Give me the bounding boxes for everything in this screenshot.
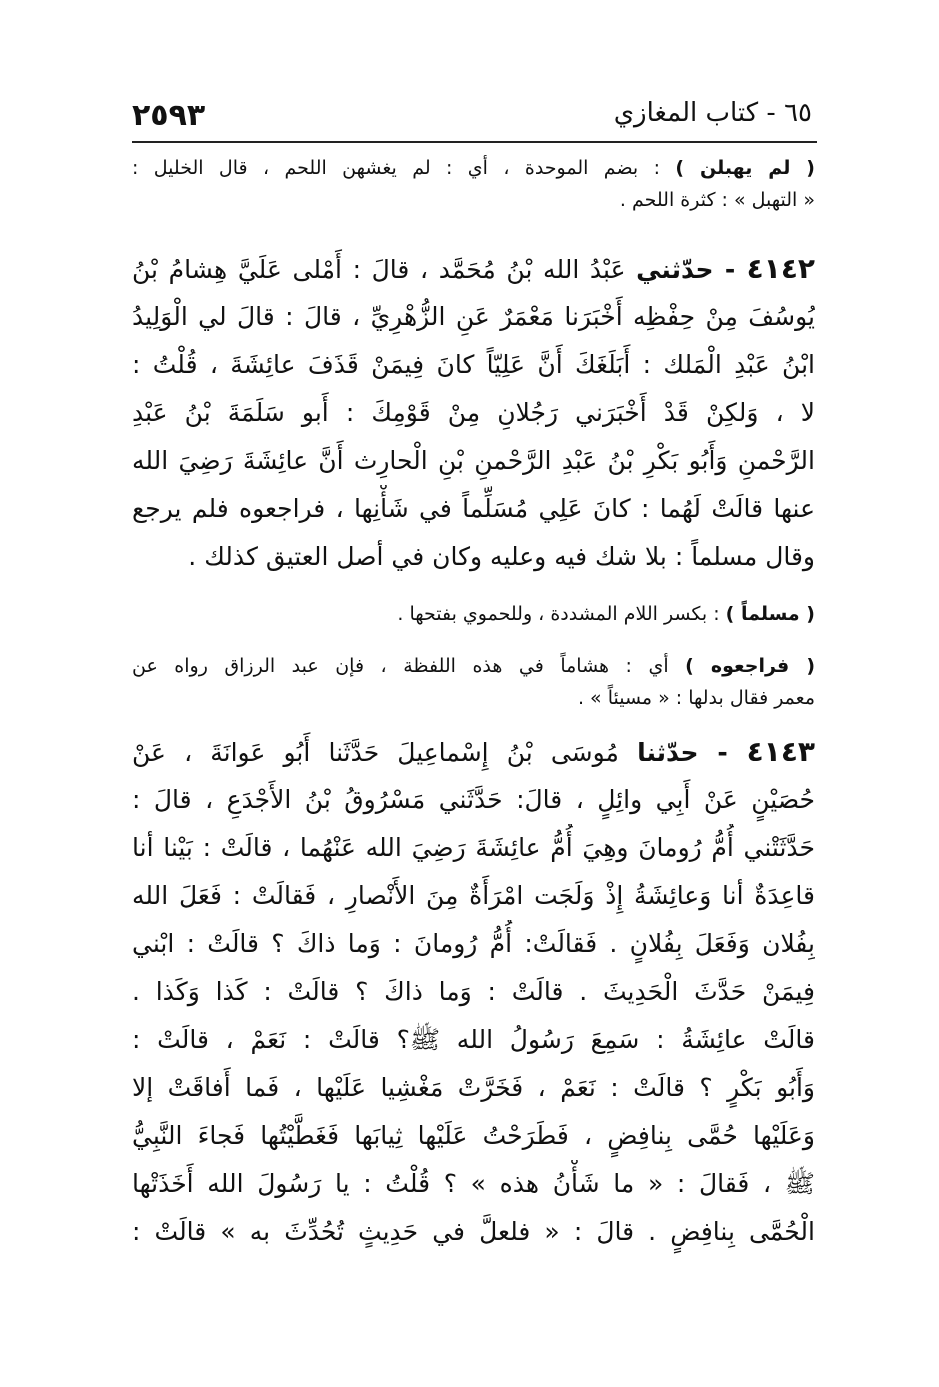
note-line: معمر فقال بدلها : « مسيئاً » . [577,687,815,709]
page-number: ٢٥٩٣ [132,98,206,133]
note-term: ( لم يهبلن ) [675,157,815,179]
page-header [132,92,812,138]
hadith-line: يُوسُفَ مِنْ حِفْظِه أَخْبَرَنا مَعْمَرٌ عَنِ الزُّهْرِيِّ ، قالَ : قالَ لي الْوَلِيدُ [132,302,815,331]
hadith-line: حُصَيْنٍ عَنْ أَبِي وائِلٍ ، قالَ: حَدَّثَني مَسْرُوقُ بْنُ الأَجْدَعِ ، قالَ : [132,785,815,814]
hadith-line: وَأَبُو بَكْرٍ ؟ قالَتْ : نَعَمْ ، فَخَرَّتْ مَغْشِيا عَلَيْها ، فَما أَفاقَتْ إلا [132,1073,815,1102]
note-musalliman [132,598,815,630]
hadith-line: ٤١٤٢ - حدّثني عَبْدُ الله بْنُ مُحَمَّد ، قالَ : أَمْلى عَلَيَّ هِشامُ بْنُ [132,252,815,285]
hadith-line: وَعَلَيْها حُمَّى بِنافِضٍ ، فَطَرَحْتُ عَلَيْها ثِيابَها فَغَطَّيْتُها فَجاءَ النَّبِيُّ [132,1121,815,1150]
note-line: ( فراجعوه ) أي : هشاماً في هذه اللفظة ، فإن عبد الرزاق رواه عن [132,655,815,677]
note-farajaoh [132,650,815,714]
note-term: ( فراجعوه ) [685,655,815,677]
hadith-line: ابْنُ عَبْدِ الْمَلك : أَبَلَغَكَ أَنَّ عَلِيّاً كانَ فِيمَنْ قَذَفَ عائِشَةَ ، قُلْتُ : [132,350,815,379]
hadith-line: ٤١٤٣ - حدّثنا مُوسَى بْنُ إِسْماعِيلَ حَدَّثَنا أَبُو عَوانَةَ ، عَنْ [132,735,815,768]
note-line: ( مسلماً ) : بكسر اللام المشددة ، وللحموي بفتحها . [397,603,815,625]
note-term: ( مسلماً ) [725,603,815,625]
hadith-4142 [132,245,815,581]
note-line: ( لم يهبلن ) : بضم الموحدة ، أي : لم يغشهن اللحم ، قال الخليل : [132,157,815,179]
header-rule [132,141,817,143]
hadith-line: قالَتْ عائِشَةُ : سَمِعَ رَسُولُ الله ﷺ؟ قالَتْ : نَعَمْ ، قالَتْ : [132,1025,815,1054]
hadith-line: الْحُمَّى بِنافِضٍ . قالَ : « فلعلَّ في حَدِيثٍ تُحُدِّثَ به » قالَتْ : [132,1217,815,1246]
hadith-line: ﷺ ، فَقالَ : « ما شَأْنُ هذه » ؟ قُلْتُ : يا رَسُولَ الله أَخَذَتْها [132,1169,815,1198]
hadith-line: حَدَّثَتْني أُمُّ رُومانَ وهِيَ أُمُّ عائِشَةَ رَضِيَ الله عَنْهُما ، قالَتْ : بَيْنا أنا [132,833,815,862]
hadith-line: وقال مسلماً : بلا شك فيه وعليه وكان في أصل العتيق كذلك . [188,542,815,571]
note-lam-yuhbalna [132,152,815,216]
hadith-number: ٤١٤٢ [746,252,815,285]
hadith-line: الرَّحْمنِ وَأَبُو بَكْرِ بْنُ عَبْدِ الرَّحْمنِ بْنِ الْحارِث أَنَّ عائِشَةَ رَضِيَ الله [132,446,815,475]
hadith-number: ٤١٤٣ [746,735,815,768]
hadith-line: عنها قالَتْ لَهُما : كانَ عَلِي مُسَلِّماً في شَأْنِها ، فراجعوه فلم يرجع [132,494,815,523]
hadith-line: فِيمَنْ حَدَّثَ الْحَدِيثَ . قالَتْ : وَما ذاكَ ؟ قالَتْ : كَذا وَكَذا . [132,977,815,1006]
hadith-4143 [132,728,815,1256]
running-title: ٦٥ - كتاب المغازي [613,98,812,128]
note-line: « التهبل » : كثرة اللحم . [619,189,815,211]
hadith-line: بِفُلان وَفَعَلَ بِفُلانٍ . فَقالَتْ: أُمُّ رُومانَ : وَما ذاكَ ؟ قالَتْ : ابْني [132,929,815,958]
hadith-line: قاعِدَةٌ أنا وَعائِشَةُ إِذْ وَلَجَت امْرَأَةٌ مِنَ الأَنْصارِ ، فَقالَتْ : فَعَلَ الله [132,881,815,910]
hadith-line: لا ، وَلكِنْ قَدْ أَخْبَرَني رَجُلانِ مِنْ قَوْمِكَ : أَبو سَلَمَةَ بْنُ عَبْدِ [132,398,815,427]
